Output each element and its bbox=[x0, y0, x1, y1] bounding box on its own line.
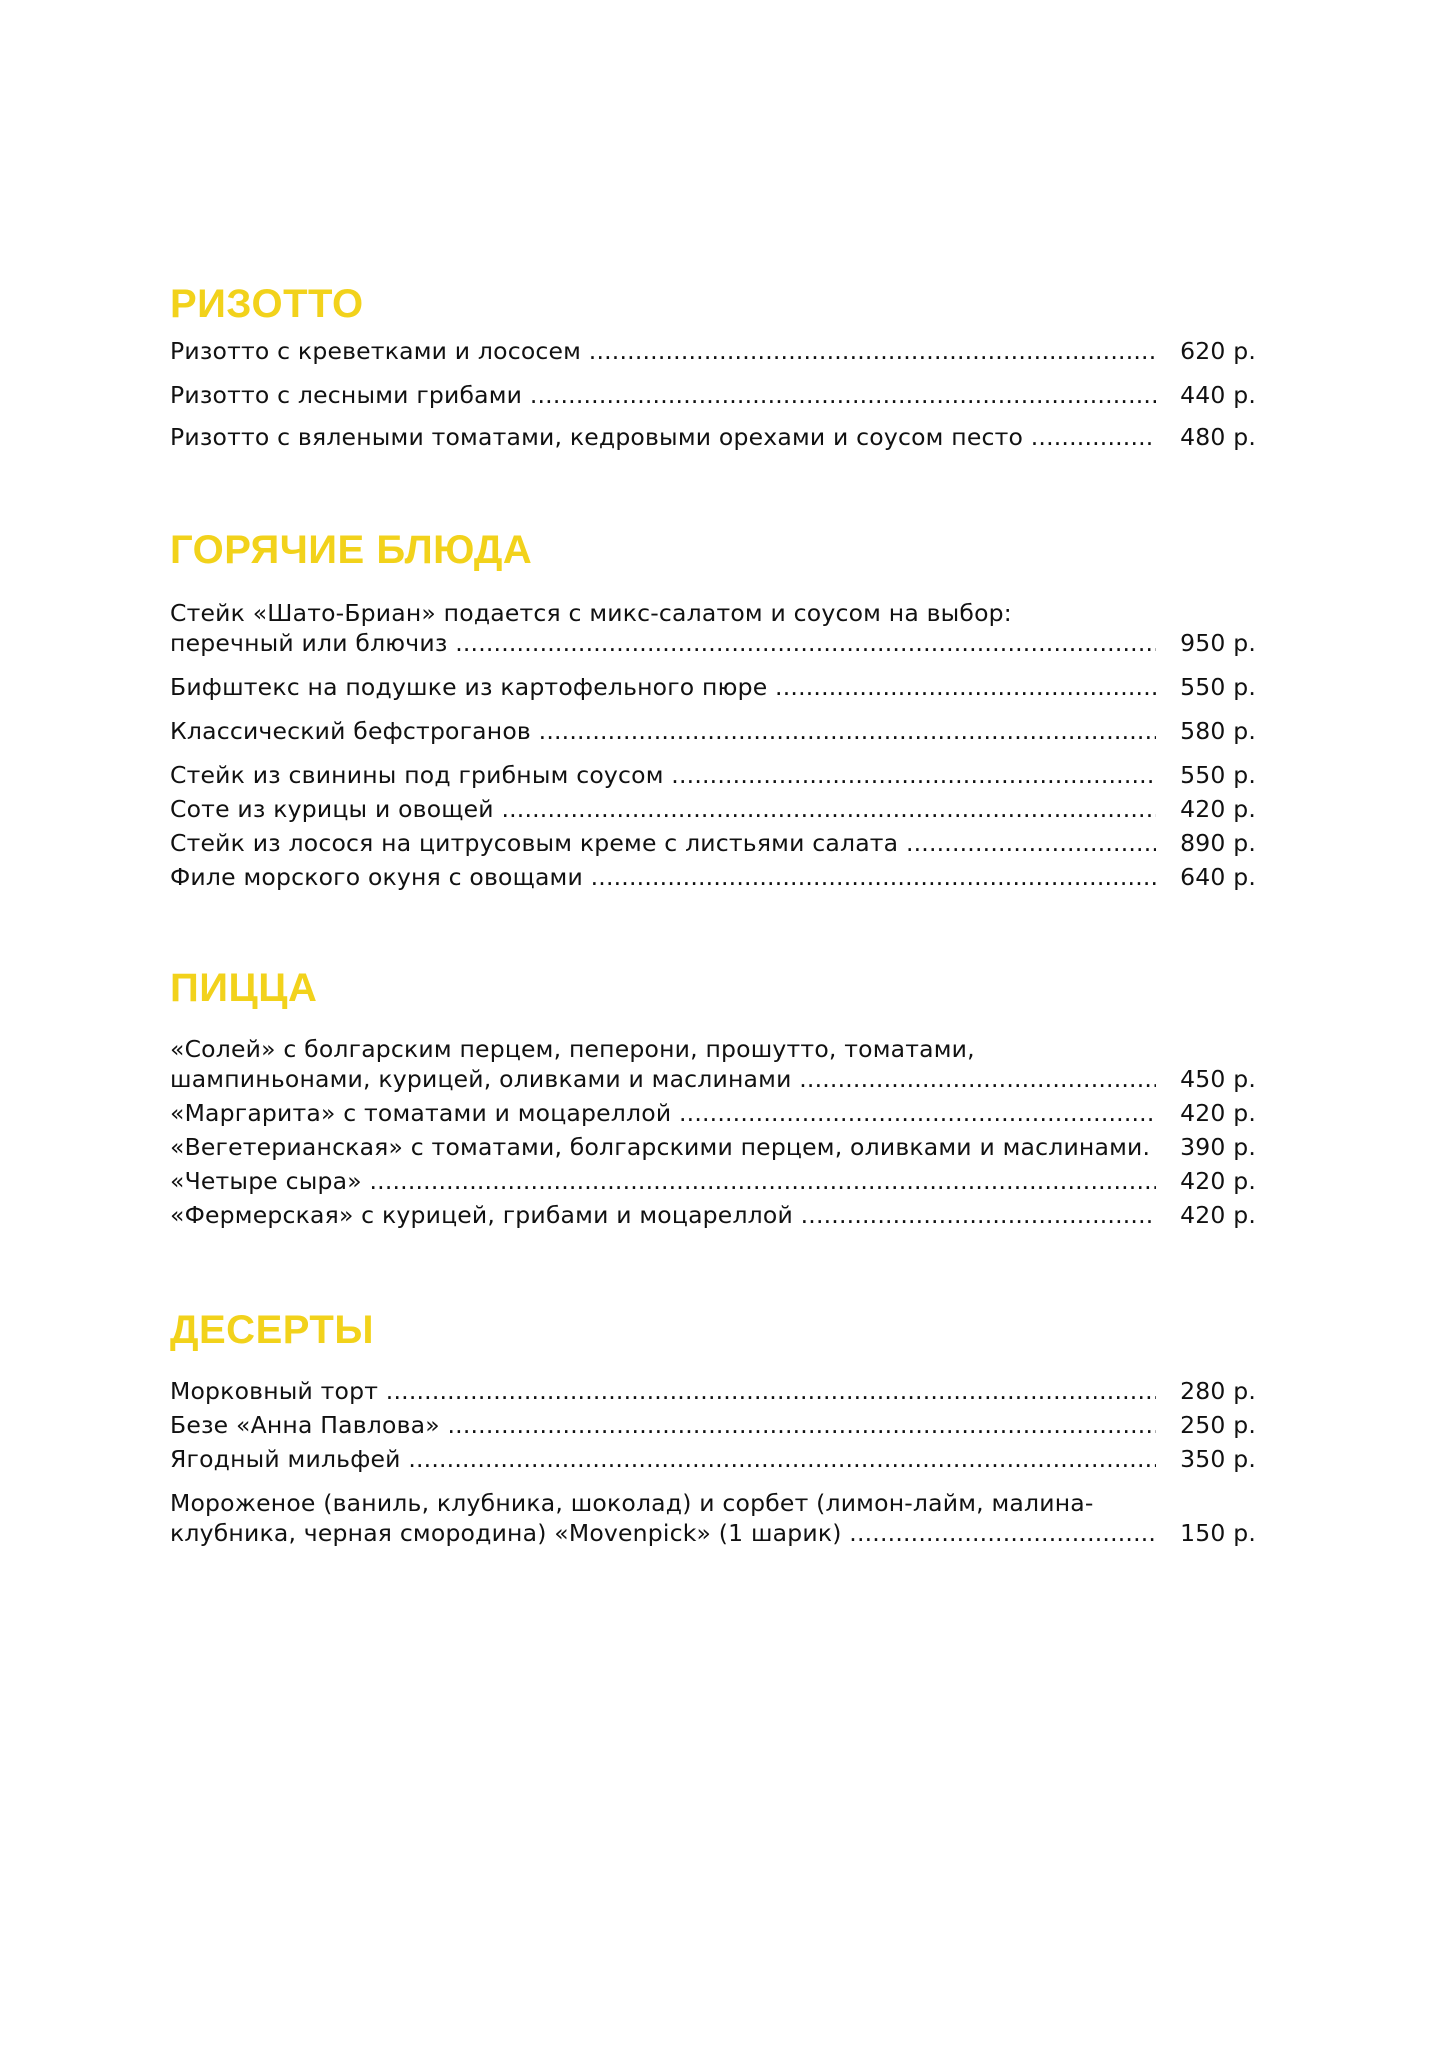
menu-item-name: Классический бефстроганов ..... bbox=[170, 716, 1156, 746]
menu-item-description bbox=[170, 1410, 1156, 1440]
menu-item-description bbox=[170, 862, 1156, 892]
section-title: ПИЦЦА bbox=[170, 966, 318, 1010]
menu-item bbox=[170, 1200, 1256, 1230]
menu-item bbox=[170, 672, 1256, 702]
menu-item-price: 350 р. bbox=[1180, 1445, 1256, 1473]
section-title: ГОРЯЧИЕ БЛЮДА bbox=[170, 528, 533, 572]
menu-item bbox=[170, 422, 1256, 452]
menu-item-price: 440 р. bbox=[1180, 381, 1256, 409]
menu-item-description-line: Стейк «Шато-Бриан» подается с микс-салатом и соусом на выбор: bbox=[170, 599, 1012, 627]
menu-item-price: 580 р. bbox=[1180, 717, 1256, 745]
menu-section bbox=[170, 958, 1256, 1230]
menu-item-price: 150 р. bbox=[1180, 1519, 1256, 1547]
menu-section bbox=[170, 274, 1256, 452]
menu bbox=[170, 274, 1256, 1548]
menu-item-name: Морковный торт ..... bbox=[170, 1376, 1156, 1406]
menu-item-name: Стейк из свинины под грибным соусом ..... bbox=[170, 760, 1156, 790]
menu-item-name: перечный или блючиз ..... bbox=[170, 628, 1156, 658]
menu-item-description bbox=[170, 716, 1156, 746]
menu-item-price: 950 р. bbox=[1180, 629, 1256, 657]
menu-item bbox=[170, 1166, 1256, 1196]
menu-item-description bbox=[170, 672, 1156, 702]
section-title: РИЗОТТО bbox=[170, 282, 364, 326]
menu-item-list bbox=[170, 598, 1256, 892]
menu-item-price: 250 р. bbox=[1180, 1411, 1256, 1439]
menu-item bbox=[170, 716, 1256, 746]
menu-item bbox=[170, 1488, 1256, 1548]
menu-item-name: «Маргарита» с томатами и моцареллой ..... bbox=[170, 1098, 1156, 1128]
menu-item-price: 280 р. bbox=[1180, 1377, 1256, 1405]
menu-item-description-line: Мороженое (ваниль, клубника, шоколад) и сорбет (лимон-лайм, малина- bbox=[170, 1489, 1094, 1517]
menu-item-name: Ризотто с вялеными томатами, кедровыми орехами и соусом песто ..... bbox=[170, 422, 1156, 452]
menu-section bbox=[170, 520, 1256, 892]
menu-item-list bbox=[170, 336, 1256, 452]
menu-item-name: «Вегетерианская» с томатами, болгарскими перцем, оливками и маслинами. ..... bbox=[170, 1132, 1156, 1162]
menu-item-price: 420 р. bbox=[1180, 795, 1256, 823]
menu-item-name: Стейк из лосося на цитрусовым креме с листьями салата ..... bbox=[170, 828, 1156, 858]
menu-item bbox=[170, 794, 1256, 824]
menu-item bbox=[170, 1410, 1256, 1440]
menu-item-description bbox=[170, 1098, 1156, 1128]
menu-item bbox=[170, 598, 1256, 658]
menu-item-description bbox=[170, 1132, 1156, 1162]
menu-item-price: 420 р. bbox=[1180, 1167, 1256, 1195]
menu-item-price: 420 р. bbox=[1180, 1099, 1256, 1127]
menu-item bbox=[170, 1444, 1256, 1474]
menu-item-price: 390 р. bbox=[1180, 1133, 1256, 1161]
menu-item-description bbox=[170, 1166, 1156, 1196]
menu-item-description bbox=[170, 828, 1156, 858]
menu-item bbox=[170, 828, 1256, 858]
menu-item-name: Бифштекс на подушке из картофельного пюре ..... bbox=[170, 672, 1156, 702]
menu-item bbox=[170, 1376, 1256, 1406]
menu-item-description bbox=[170, 1200, 1156, 1230]
menu-item-price: 420 р. bbox=[1180, 1201, 1256, 1229]
menu-item-price: 890 р. bbox=[1180, 829, 1256, 857]
menu-item-price: 640 р. bbox=[1180, 863, 1256, 891]
menu-item-price: 550 р. bbox=[1180, 761, 1256, 789]
menu-item-price: 620 р. bbox=[1180, 337, 1256, 365]
menu-item bbox=[170, 760, 1256, 790]
menu-item-list bbox=[170, 1034, 1256, 1230]
menu-item-description bbox=[170, 760, 1156, 790]
menu-item-description bbox=[170, 1034, 1156, 1094]
menu-item-name: клубника, черная смородина) «Movenpick» (1 шарик) ..... bbox=[170, 1518, 1156, 1548]
menu-item-name: «Четыре сыра» ..... bbox=[170, 1166, 1156, 1196]
menu-item-name: Ризотто с креветками и лососем ..... bbox=[170, 336, 1156, 366]
menu-item-description bbox=[170, 794, 1156, 824]
menu-item-name: Соте из курицы и овощей ..... bbox=[170, 794, 1156, 824]
menu-item bbox=[170, 336, 1256, 366]
menu-item-name: «Фермерская» с курицей, грибами и моцареллой ..... bbox=[170, 1200, 1156, 1230]
menu-item-description bbox=[170, 1444, 1156, 1474]
menu-item-description-line: «Солей» с болгарским перцем, пеперони, прошутто, томатами, bbox=[170, 1035, 975, 1063]
menu-item-description bbox=[170, 380, 1156, 410]
menu-item-name: Безе «Анна Павлова» ..... bbox=[170, 1410, 1156, 1440]
section-title: ДЕСЕРТЫ bbox=[170, 1308, 374, 1352]
menu-item-description bbox=[170, 598, 1156, 658]
menu-item-list bbox=[170, 1376, 1256, 1548]
menu-item-price: 480 р. bbox=[1180, 423, 1256, 451]
menu-item-name: Ягодный мильфей ..... bbox=[170, 1444, 1156, 1474]
menu-item-description bbox=[170, 422, 1156, 452]
menu-section bbox=[170, 1300, 1256, 1548]
menu-item-description bbox=[170, 336, 1156, 366]
menu-item bbox=[170, 380, 1256, 410]
menu-item bbox=[170, 1034, 1256, 1094]
menu-item-name: Филе морского окуня с овощами ..... bbox=[170, 862, 1156, 892]
menu-item bbox=[170, 1132, 1256, 1162]
menu-item-price: 450 р. bbox=[1180, 1065, 1256, 1093]
menu-item-price: 550 р. bbox=[1180, 673, 1256, 701]
menu-item-name: шампиньонами, курицей, оливками и маслинами ..... bbox=[170, 1064, 1156, 1094]
menu-item-description bbox=[170, 1376, 1156, 1406]
menu-item-description bbox=[170, 1488, 1156, 1548]
menu-item-name: Ризотто с лесными грибами ..... bbox=[170, 380, 1156, 410]
menu-item bbox=[170, 1098, 1256, 1128]
menu-item bbox=[170, 862, 1256, 892]
